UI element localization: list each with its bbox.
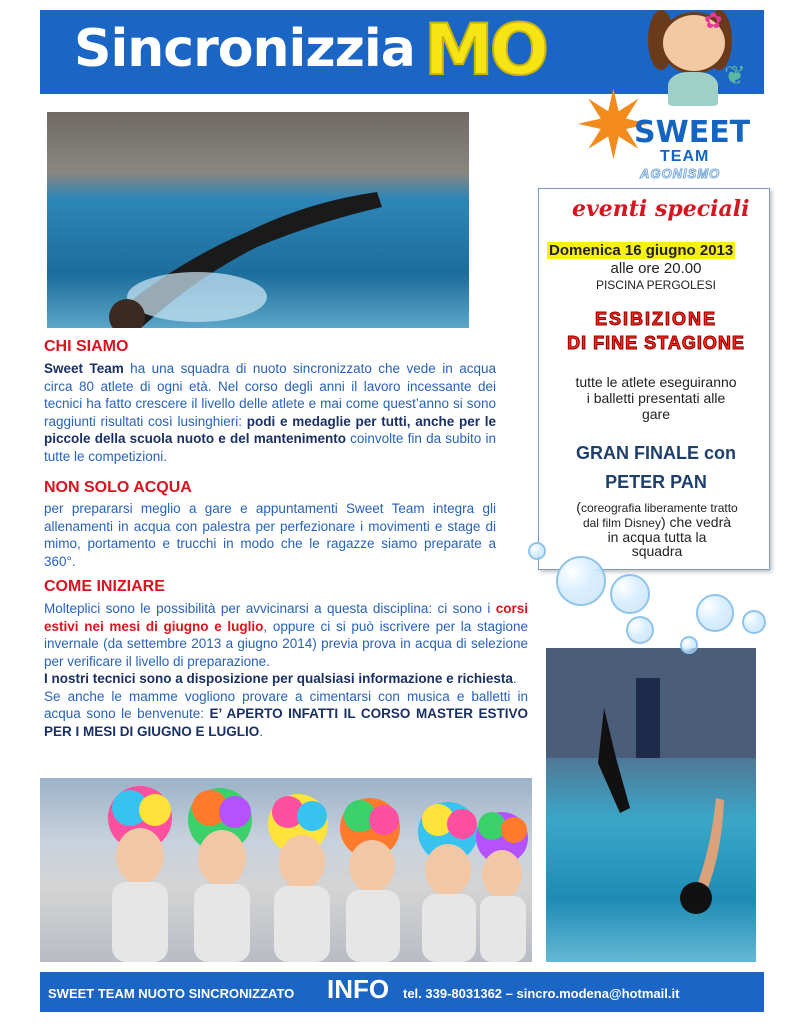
logo-text-sweet: SWEET [634,115,751,150]
athletes-note-line3: gare [641,406,671,422]
coaches-availability: I nostri tecnici sono a disposizione per qualsiasi informazione e richiesta [44,671,513,686]
come-text5: . [259,723,264,739]
chi-siamo-text1: ha una squadra di nuoto sincronizzato che vede in acqua circa 80 atlete di ogni età. Nel corso degli anni il lavoro incessante dei tecnici ha fatto crescere il livello delle atlete e mai come quest’anno si sono raggiunti risultati così lusinghieri: [44,361,496,429]
coreo-line3: in acqua tutta la [607,529,707,545]
page-title: Sincronizzia [74,19,415,79]
finale-line1: GRAN FINALE con [576,443,736,463]
event-time: alle ore 20.00 [610,260,702,277]
footer-info-label: INFO [327,974,390,1004]
footer-team-name: SWEET TEAM NUOTO SINCRONIZZATO [48,986,295,1001]
event-date: Domenica 16 giugno 2013 [549,242,734,259]
bubble-icon [528,542,546,560]
event-venue: PISCINA PERGOLESI [595,278,717,292]
section-text-chi-siamo [44,360,496,465]
photo-synchronized-dive [47,112,469,328]
show-title-line1: ESIBIZIONE [594,309,717,329]
master-course-highlight: E’ APERTO INFATTI IL CORSO MASTER ESTIVO PER I MESI DI GIUGNO E LUGLIO [44,706,528,739]
sun-logo-icon: ✷ [574,73,653,178]
photo-team-colorful-wigs [40,778,532,962]
athletes-note-line1: tutte le atlete eseguiranno [575,374,737,390]
athletes-note-line2: i balletti presentati alle [586,390,726,406]
logo-text-team: TEAM [660,148,710,165]
come-text4: Se anche le mamme vogliono provare a cimentarsi con musica e balletti in acqua sono le benvenute: [44,688,528,721]
section-text-come-iniziare [44,600,528,740]
come-text3: . [512,671,517,686]
summer-courses-highlight: corsi estivi nei mesi di giugno e luglio [44,601,528,634]
mermaid-tail-icon: ❦ [724,60,746,90]
chi-siamo-highlight: podi e medaglie per tutti, anche per le piccole della scuola nuoto e del mantenimento [44,413,496,446]
show-title-line2: DI FINE STAGIONE [567,333,745,353]
mascot-body [668,72,718,106]
bubble-icon [680,636,698,654]
athletes-note [540,374,772,422]
section-title-come-iniziare: COME INIZIARE [44,578,165,595]
bubble-icon [556,556,606,606]
page-title-accent: MO [424,9,546,91]
events-heading: eventi speciali [572,196,750,222]
coreo-line2-tail: che vedrà [665,514,732,530]
footer-contact[interactable]: tel. 339-8031362 – sincro.modena@hotmail.it [403,986,680,1001]
logo-text-agonismo: AGONISMO [640,166,721,181]
bubble-icon [742,610,766,634]
section-text-non-solo-acqua: per prepararsi meglio a gare e appuntamenti Sweet Team integra gli allenamenti in acqua con palestra per perfezionare i movimenti e stage di mimo, portamento e trucchi in modo che le ragazze siamo preparate a 360°. [44,501,496,569]
coreo-line2: dal film Disney [582,516,661,530]
section-title-non-solo-acqua: NON SOLO ACQUA [44,479,192,496]
section-title-chi-siamo: CHI SIAMO [44,338,129,355]
flower-icon: ✿ [704,8,723,33]
bubble-icon [696,594,734,632]
team-name: Sweet Team [44,361,124,376]
finale-line2: PETER PAN [605,472,707,492]
come-text1: Molteplici sono le possibilità per avvicinarsi a questa disciplina: ci sono i [44,601,496,616]
photo-pool-performance [546,648,756,962]
chi-siamo-text2: coinvolte fin da subito in tutte le competizioni. [44,431,496,464]
choreography-note: (coreografia liberamente tratto dal film Disney) che vedrà in acqua tutta la squadra [546,500,768,558]
coreo-line1: coreografia liberamente tratto [580,501,738,515]
bubble-icon [610,574,650,614]
coreo-line4: squadra [631,543,683,559]
come-text2: , oppure ci si può iscrivere per la stagione invernale (da settembre 2013 a giugno 2014) previa prova in acqua di selezione per verificare il livello di preparazione. [44,618,528,669]
bubble-icon [626,616,654,644]
